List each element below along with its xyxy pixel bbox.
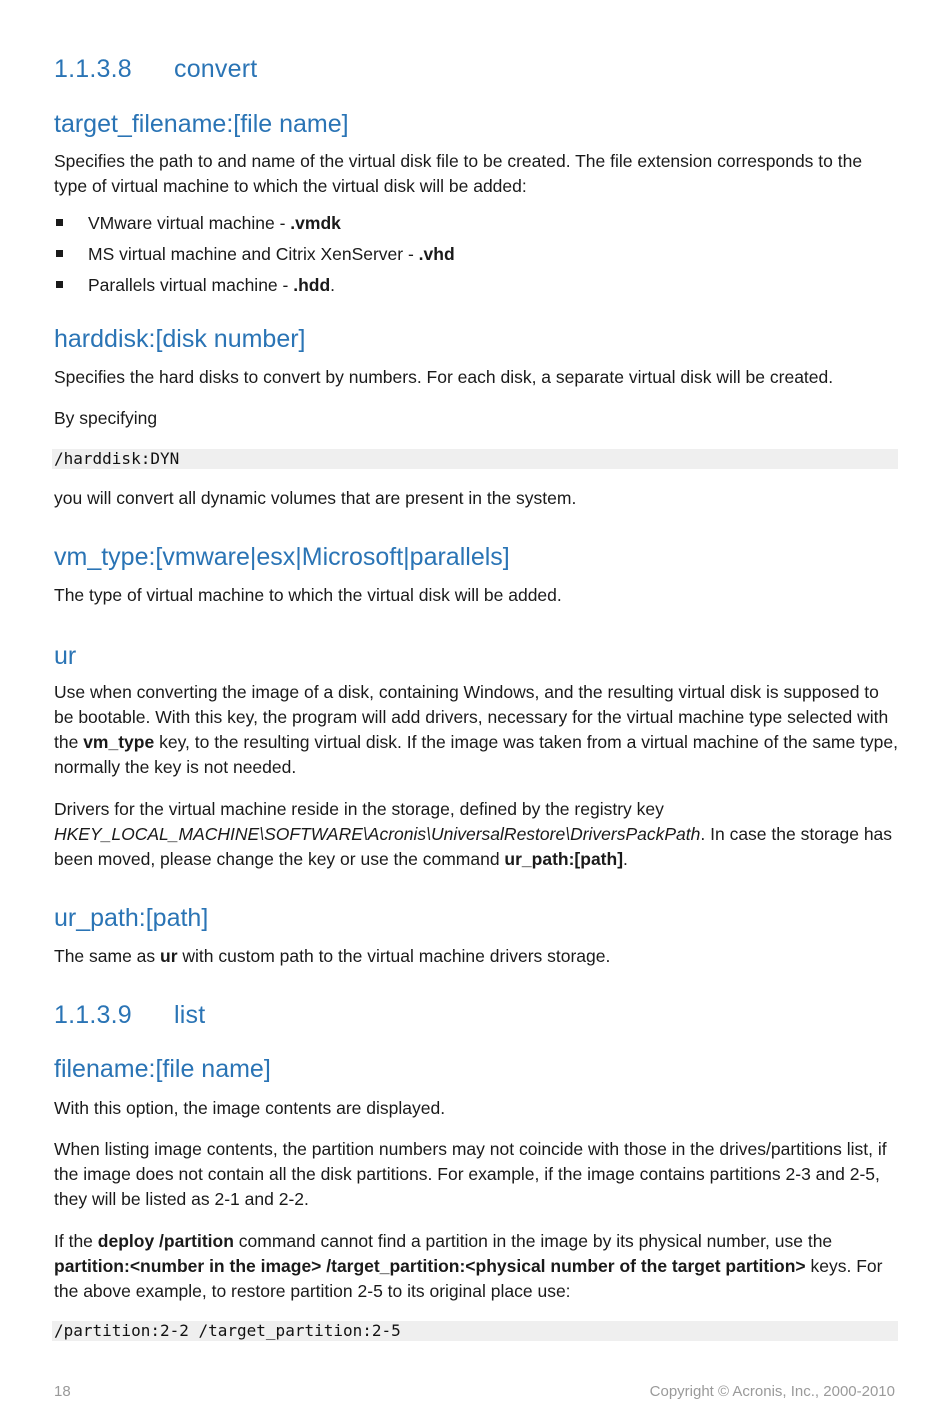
code-block-partition: /partition:2-2 /target_partition:2-5 [52,1321,898,1341]
bullet-icon [56,250,63,257]
paragraph-by-specifying: By specifying [54,408,158,428]
paragraph-ur-usage: Use when converting the image of a disk, containing Windows, and the resulting virtual disk is supposed to be bootable. With this key, the program will add drivers, necessary for the virtual machine type selected with the vm_type key, to the resulting virtual disk. If the image was taken from a virtual machine of the same type, normally the key is not needed. [54,682,898,777]
paragraph-list-partitions: When listing image contents, the partition numbers may not coincide with those in the drives/partitions list, if the image does not contain all the disk partitions. For example, if the image contains partitions 2-3 and 2-5, they will be listed as 2-1 and 2-2. [54,1139,887,1209]
paragraph-vm-type: The type of virtual machine to which the virtual disk will be added. [54,585,562,605]
copyright-notice: Copyright © Acronis, Inc., 2000-2010 [649,1383,895,1400]
heading-filename: filename:[file name] [54,1055,271,1083]
paragraph-dynamic-volumes: you will convert all dynamic volumes that are present in the system. [54,488,577,508]
bullet-icon [56,219,63,226]
section-heading-list [54,1001,205,1030]
code-block-harddisk: /harddisk:DYN [52,449,898,469]
bullet-icon [56,281,63,288]
paragraph-target-filename: Specifies the path to and name of the virtual disk file to be created. The file extension corresponds to the type of virtual machine to which the virtual disk will be added: [54,151,863,196]
paragraph-ur-path: The same as ur with custom path to the virtual machine drivers storage. [54,946,611,966]
section-number: 1.1.3.9 [54,1001,132,1029]
heading-harddisk: harddisk:[disk number] [54,325,306,353]
paragraph-list-deploy: If the deploy /partition command cannot find a partition in the image by its physical number, use the partition:<number in the image> /target_partition:<physical number of the target partition> keys. For the above example, to restore partition 2-5 to its original place use: [54,1231,883,1301]
paragraph-harddisk: Specifies the hard disks to convert by numbers. For each disk, a separate virtual disk will be created. [54,367,834,387]
heading-vm-type: vm_type:[vmware|esx|Microsoft|parallels] [54,543,510,571]
page-number: 18 [54,1383,71,1400]
paragraph-ur-drivers: Drivers for the virtual machine reside in the storage, defined by the registry key HKEY_LOCAL_MACHINE\SOFTWARE\Acronis\UniversalRestore\DriversPackPath. In case the storage has been moved, please change the key or use the command ur_path:[path]. [54,799,893,869]
paragraph-list-intro: With this option, the image contents are displayed. [54,1098,446,1118]
heading-ur: ur [54,642,77,670]
heading-ur-path: ur_path:[path] [54,904,209,932]
section-title: convert [174,55,258,83]
heading-target-filename: target_filename:[file name] [54,110,349,138]
section-title: list [174,1001,206,1029]
section-number: 1.1.3.8 [54,55,132,83]
section-heading-convert [54,55,257,84]
